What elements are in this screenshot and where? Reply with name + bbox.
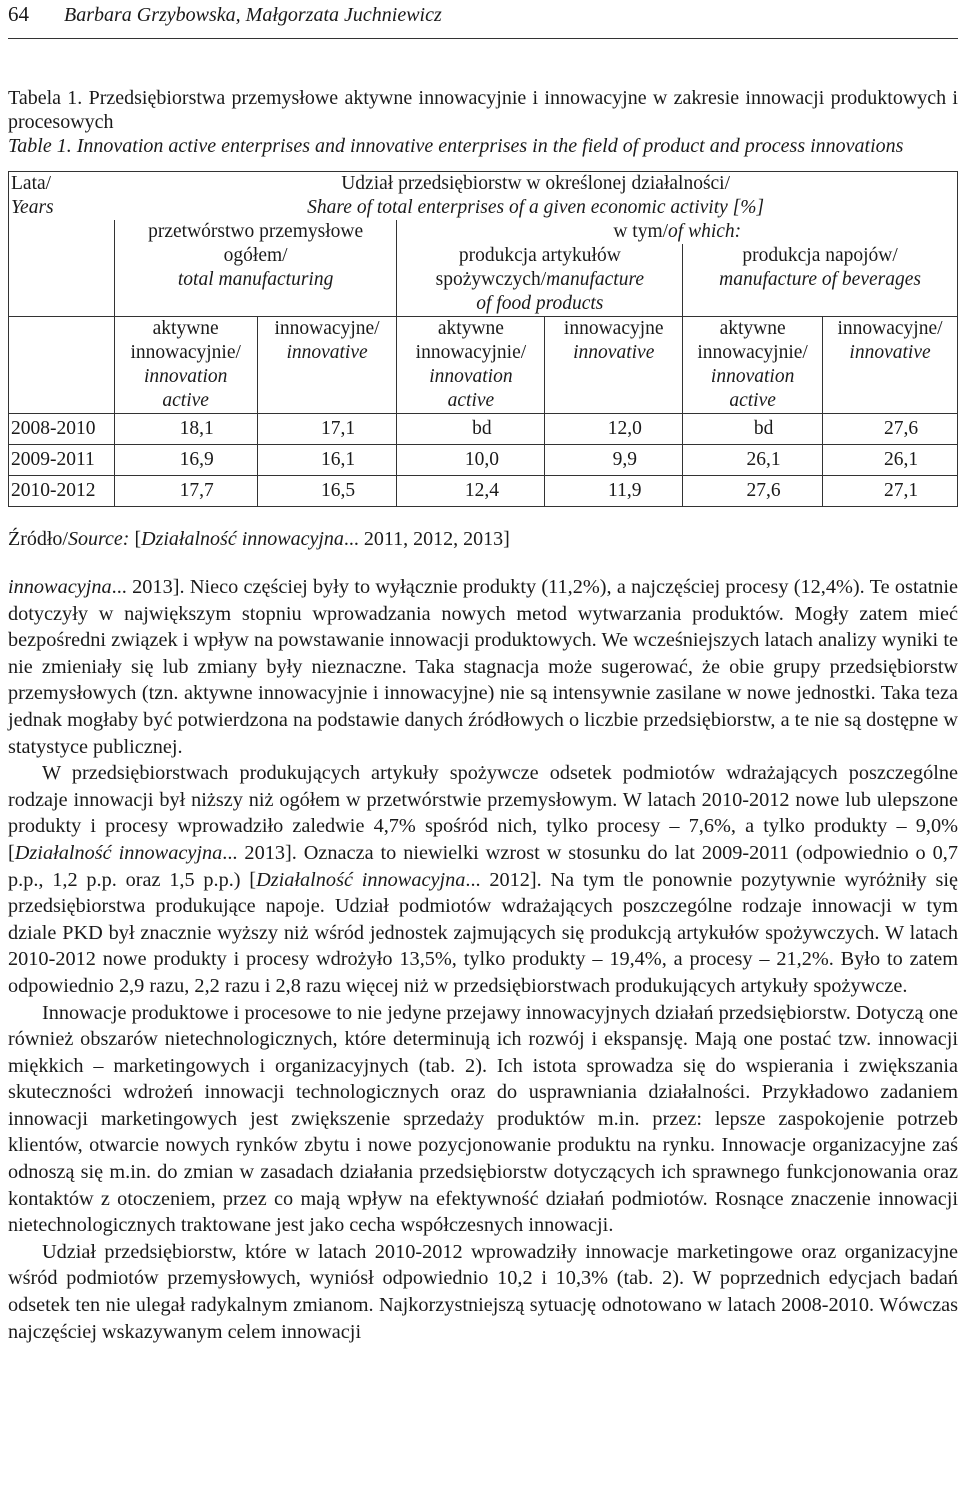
- running-head: [8, 0, 958, 36]
- years-header-pl: Lata/: [11, 173, 52, 194]
- paragraph-4: Udział przedsiębiorstw, które w latach 2010-2012 wprowadziły innowacje marketingowe oraz organizacyjne wśród podmiotów przemysłowych, wyniósł odpowiednio 10,2 i 10,3% (tab. 2). W poprzednich edycjach badań odsetek ten nie ulegał radykalnym zmianom. Najkorzystniejszą sytuację odnotowano w latach 2008-2010. Wówczas najczęściej wskazywanym celem innowacji: [8, 1240, 958, 1343]
- table-cell: 11,9: [545, 476, 683, 507]
- food-innovative-header: [545, 317, 683, 414]
- manuf-active-header: [114, 317, 257, 414]
- manufacturing-header-en: total manufacturing: [177, 269, 334, 290]
- p1-text: ... 2013]. Nieco częściej były to wyłącznie produkty (11,2%), a najczęściej procesy (12,4%). Te ostatnie dotyczyły w największym stopniu wprowadzania nowych metod wytwarzania produktów. Mogły zatem mieć bezpośredni związek i wpływ na powstawanie innowacji produktowych. We wcześniejszych latach analizy wyniki te nie zmieniały się lub zmiany były nieznaczne. Taka stagnacja może sugerować, że obie grupy przedsiębiorstw przemysłowych (tzn. aktywne innowacyjnie i innowacyjne) nie są intensywnie zasilane w nowe jednostki. Taka teza jednak mogłaby być potwierdzona na podstawie danych źródłowych o liczbie przedsiębiorstw, a te nie są dostępne w statystyce publicznej.: [8, 576, 958, 758]
- paragraph-2: [8, 760, 958, 999]
- bev-active-en2: active: [729, 390, 776, 411]
- years-spacer-cell: [9, 317, 115, 414]
- share-header-pl: Udział przedsiębiorstw w określonej działalności/: [341, 173, 731, 194]
- table-cell: 18,1: [114, 414, 257, 445]
- table-header-row-1: [9, 172, 958, 221]
- source-label-pl: Źródło/: [8, 528, 68, 550]
- table-cell: bd: [397, 414, 545, 445]
- years-header: [9, 172, 115, 317]
- table-cell: 16,1: [257, 445, 397, 476]
- table-cell: 12,4: [397, 476, 545, 507]
- header-rule: [8, 38, 958, 39]
- table-cell: 12,0: [545, 414, 683, 445]
- table-cell: bd: [683, 414, 823, 445]
- p1-reference: innowacyjna: [8, 576, 112, 598]
- p2-text-a: W przedsiębiorstwach produkujących artykuły spożywcze odsetek podmiotów wdrażających poszczególne rodzaje innowacji był niższy niż ogółem w przetwórstwie przemysłowym. W latach 2010-2012 nowe lub ulepszone produkty i procesy wprowadziło zaledwie 4,7% spośród nich, tylko procesy – 7,6%, a tylko produkty – 9,0% [: [8, 762, 958, 864]
- manufacturing-header-pl2: ogółem/: [223, 245, 288, 266]
- table-cell: 27,6: [823, 414, 958, 445]
- p2-reference-2: Działalność innowacyjna: [256, 868, 466, 891]
- manuf-active-en2: active: [162, 390, 209, 411]
- table-cell: 26,1: [683, 445, 823, 476]
- table-cell: 27,6: [683, 476, 823, 507]
- manuf-active-pl2: innowacyjnie/: [130, 342, 241, 363]
- manuf-active-en1: innovation: [143, 366, 228, 387]
- of-which-pl: w tym/: [613, 221, 669, 242]
- food-active-header: [397, 317, 545, 414]
- beverages-header: [683, 244, 958, 317]
- share-header: [114, 172, 957, 221]
- food-header-en2: of food products: [476, 293, 604, 314]
- of-which-en: of which:: [668, 221, 742, 242]
- beverages-header-pl: produkcja napojów/: [742, 245, 898, 266]
- food-header-en1: manufacture: [546, 269, 644, 290]
- of-which-header: [397, 220, 958, 244]
- manuf-innovative-pl: innowacyjne/: [274, 318, 380, 339]
- years-header-en: Years: [11, 197, 54, 218]
- running-head-authors: Barbara Grzybowska, Małgorzata Juchniewicz: [64, 4, 442, 26]
- paragraph-3: Innowacje produktowe i procesowe to nie jedyne przejawy innowacyjnych działań przedsiębiorstw. Dotyczą one również obszarów nietechnologicznych, które determinują ich rozwój i ekspansję. Mają one postać tzw. innowacji miękkich – marketingowych i organizacyjnych (tab. 2). Ich istota sprowadza się do wspierania i zwiększania skuteczności wdrożeń innowacji technologicznych oraz do usprawniania działalności. Przykładowo zadaniem innowacji marketingowych jest zwiększenie sprzedaży produktów m.in. przez: lepsze zaspokojenie potrzeb klientów, otwarcie nowych rynków zbytu i nowe pozycjonowanie produktu na rynku. Innowacje organizacyjne zaś odnoszą się m.in. do zmian w zasadach działania przedsiębiorstw dotyczących ich sprawnego funkcjonowania oraz kontaktów z otoczeniem, przez co mają wpływ na efektywność działań podmiotów. Rosnące znaczenie innowacji nietechnologicznych traktowane jest jako cecha współczesnych innowacji.: [8, 1001, 958, 1237]
- table-cell: 27,1: [823, 476, 958, 507]
- food-header: [397, 244, 683, 317]
- row-year: 2009-2011: [9, 445, 115, 476]
- bev-active-pl1: aktywne: [719, 318, 786, 339]
- innovation-table: [8, 171, 958, 507]
- p2-text-b: ... 2013]. Oznacza to niewielki wzrost w stosunku do lat 2009-2011 (odpowiednio o 0,7 p.p., 1,2 p.p. oraz 1,5 p.p.) [: [8, 841, 958, 891]
- table-header-row-4: [9, 317, 958, 414]
- food-active-en2: active: [447, 390, 495, 411]
- bev-innovative-pl: innowacyjne/: [837, 318, 943, 339]
- bev-innovative-en: innovative: [849, 342, 931, 363]
- table-cell: 26,1: [823, 445, 958, 476]
- caption-english: Table 1. Innovation active enterprises and innovative enterprises in the field of product and process innovations: [8, 135, 904, 157]
- table-cell: 17,7: [114, 476, 257, 507]
- manuf-active-pl1: aktywne: [152, 318, 219, 339]
- food-header-pl2: spożywczych/: [435, 269, 547, 290]
- food-active-pl2: innowacyjnie/: [415, 342, 527, 363]
- beverages-header-en: manufacture of beverages: [719, 269, 921, 290]
- bev-active-header: [683, 317, 823, 414]
- table-caption: [8, 86, 958, 158]
- food-innovative-en: innovative: [573, 342, 655, 363]
- source-ref-title: Działalność innowacyjna: [141, 528, 344, 550]
- table-header-row-2: [9, 220, 958, 244]
- source-label-en: Source:: [68, 528, 130, 550]
- source-ref-open: [: [134, 528, 142, 550]
- manufacturing-header-pl1: przetwórstwo przemysłowe: [148, 221, 364, 242]
- food-active-en1: innovation: [429, 366, 513, 387]
- row-year: 2008-2010: [9, 414, 115, 445]
- table-cell: 16,5: [257, 476, 397, 507]
- row-year: 2010-2012: [9, 476, 115, 507]
- table-cell: 16,9: [114, 445, 257, 476]
- bev-innovative-header: [823, 317, 958, 414]
- table-row: [9, 414, 958, 445]
- page-number: 64: [8, 2, 29, 26]
- paragraph-1: [8, 574, 958, 760]
- manuf-innovative-en: innovative: [286, 342, 368, 363]
- manufacturing-header: [114, 220, 397, 317]
- bev-active-en1: innovation: [710, 366, 795, 387]
- share-header-en: Share of total enterprises of a given economic activity [%]: [307, 197, 765, 218]
- table-cell: 10,0: [397, 445, 545, 476]
- table-source: [8, 528, 510, 551]
- table-row: [9, 476, 958, 507]
- manuf-innovative-header: [257, 317, 397, 414]
- body-text: [8, 574, 958, 1345]
- table-row: [9, 445, 958, 476]
- food-header-pl1: produkcja artykułów: [458, 245, 621, 266]
- caption-polish: Tabela 1. Przedsiębiorstwa przemysłowe aktywne innowacyjnie i innowacyjne w zakresie innowacji produktowych i procesowych: [8, 87, 958, 133]
- source-ref-rest: ... 2011, 2012, 2013]: [343, 528, 510, 550]
- table-cell: 9,9: [545, 445, 683, 476]
- table-cell: 17,1: [257, 414, 397, 445]
- bev-active-pl2: innowacyjnie/: [697, 342, 808, 363]
- food-active-pl1: aktywne: [437, 318, 504, 339]
- p2-text-c: ... 2012]. Na tym tle ponownie pozytywnie wyróżniły się przedsiębiorstwa produkujące napoje. Udział podmiotów wdrażających poszczególne rodzaje innowacji w tym dziale PKD był znacznie wyższy niż wśród jednostek zajmujących się produkcją artykułów spożywczych. W latach 2010-2012 nowe produkty i procesy wdrożyło 13,5%, tylko produkty – 19,4%, a procesy – 21,2%. Było to zatem odpowiednio 2,9 razu, 2,2 razu i 2,8 razu więcej niż w przedsiębiorstwach produkujących artykuły spożywcze.: [8, 868, 958, 997]
- p2-reference-1: Działalność innowacyjna: [14, 841, 223, 864]
- food-innovative-pl: innowacyjne: [563, 318, 664, 339]
